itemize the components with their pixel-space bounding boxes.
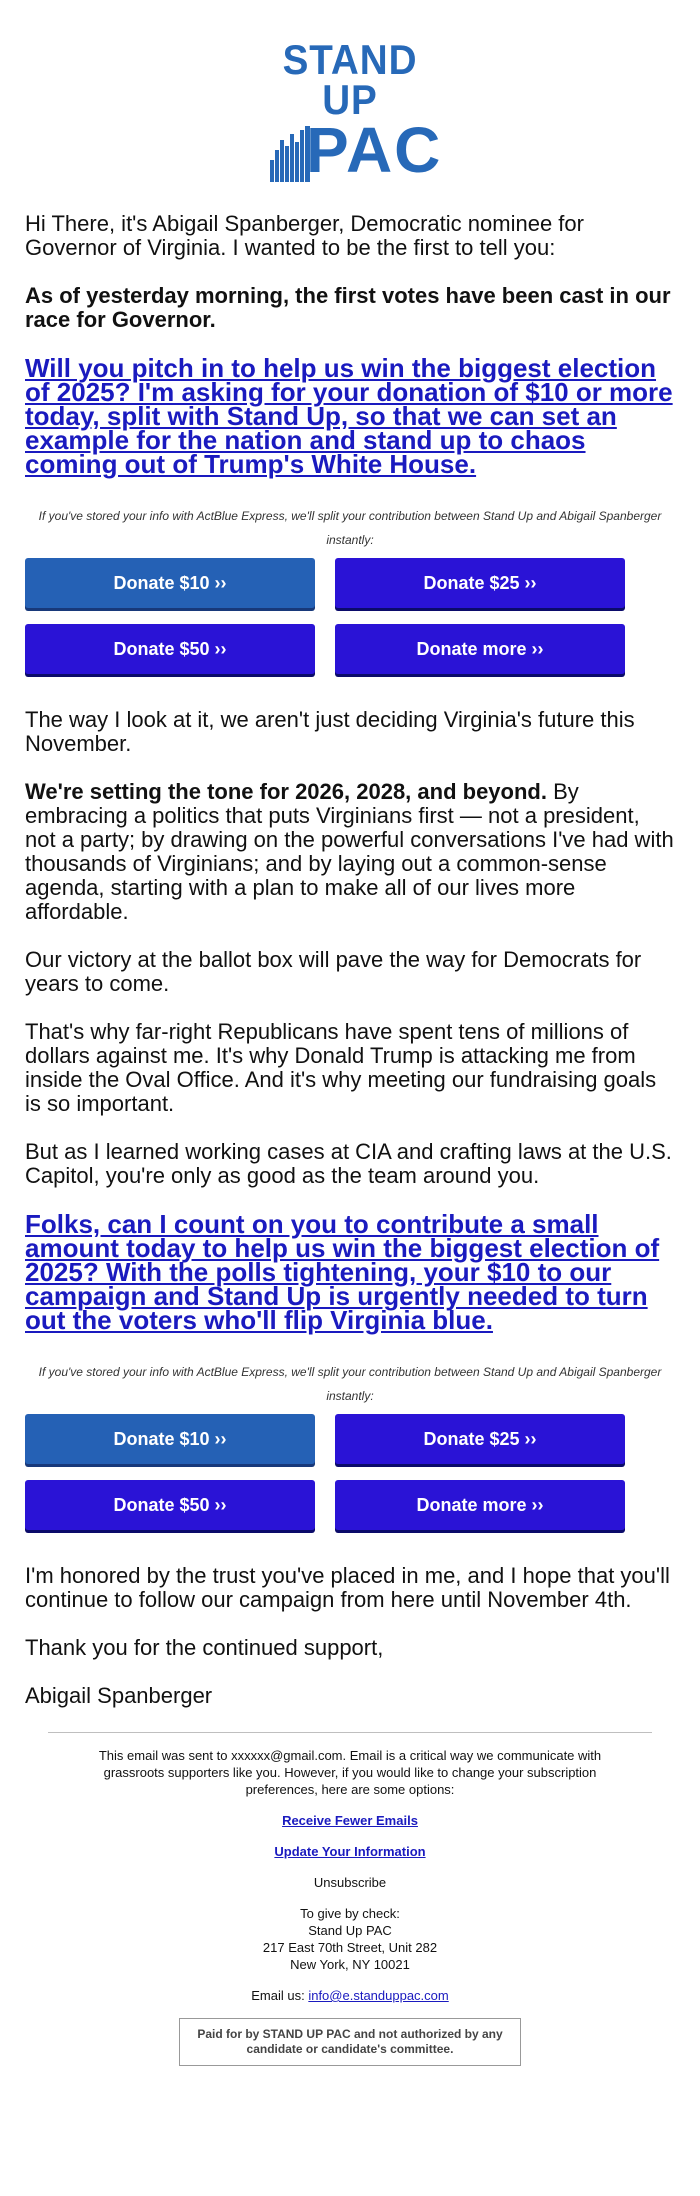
donate-ask-link-1[interactable]: Will you pitch in to help us win the biggest election of 2025? I'm asking for your donation of $10 or more today, split with Stand Up, so that we can set an example for the nation and stand up to chaos coming out of Trump's White House. (25, 353, 673, 479)
mailing-address (0, 1905, 700, 1973)
check-label: To give by check: (300, 1906, 400, 1921)
honored-paragraph: I'm honored by the trust you've placed in me, and I hope that you'll continue to follow our campaign from here until November 4th. (25, 1563, 670, 1612)
logo-line-pac (270, 114, 443, 186)
votes-cast-bold: As of yesterday morning, the first votes have been cast in our race for Governor. (25, 283, 671, 332)
actblue-split-note-2: If you've stored your info with ActBlue Express, we'll split your contribution between Stand Up and Abigail Spanberger instantly: (38, 1365, 662, 1403)
signature: Abigail Spanberger (25, 1683, 213, 1708)
check-name: Stand Up PAC (308, 1923, 392, 1938)
unsubscribe-link[interactable]: Unsubscribe (313, 1875, 387, 1890)
thanks-paragraph: Thank you for the continued support, (25, 1635, 384, 1660)
donate-10-button[interactable]: Donate $10 ›› (25, 1414, 315, 1464)
stand-up-pac-logo (270, 36, 443, 186)
setting-tone-text: By embracing a politics that puts Virginians first — not a president, not a party; by drawing on the powerful conversations I've had with thousands of Virginians; and by laying out a common-sense agenda, starting with a plan to make all of our lives more affordable. (25, 779, 674, 924)
logo-text-stand-up: STAND UP (282, 36, 418, 123)
email-us-label: Email us: (251, 1988, 309, 2003)
email-page (0, 36, 700, 2066)
setting-tone-paragraph (25, 780, 675, 924)
contact-email-line (0, 1987, 700, 2004)
donate-10-button[interactable]: Donate $10 ›› (25, 558, 315, 608)
donate-more-button[interactable]: Donate more ›› (335, 624, 625, 674)
receive-fewer-emails-link[interactable]: Receive Fewer Emails (282, 1813, 418, 1828)
paid-for-disclaimer: Paid for by STAND UP PAC and not authorized by any candidate or candidate's committee. (179, 2018, 521, 2066)
donate-buttons-2 (25, 1414, 675, 1530)
donate-50-button[interactable]: Donate $50 ›› (25, 624, 315, 674)
victory-paragraph: Our victory at the ballot box will pave the way for Democrats for years to come. (25, 947, 642, 996)
email-footer (0, 1747, 700, 2066)
contact-email-link[interactable]: info@e.standuppac.com (308, 1988, 449, 2003)
actblue-split-note-1: If you've stored your info with ActBlue Express, we'll split your contribution between Stand Up and Abigail Spanberger instantly: (38, 509, 662, 547)
republicans-paragraph: That's why far-right Republicans have spent tens of millions of dollars against me. It's why Donald Trump is attacking me from inside the Oval Office. And it's why meeting our fundraising goals is so important. (25, 1019, 657, 1116)
check-city: New York, NY 10021 (290, 1957, 410, 1972)
sent-to-notice: This email was sent to xxxxxx@gmail.com. Email is a critical way we communicate with grassroots supporters like you. However, if you would like to change your subscription preferences, here are some options: (98, 1748, 602, 1797)
setting-tone-bold: We're setting the tone for 2026, 2028, and beyond. (25, 779, 547, 804)
virginia-future-paragraph: The way I look at it, we aren't just deciding Virginia's future this November. (25, 707, 635, 756)
donate-more-button[interactable]: Donate more ›› (335, 1480, 625, 1530)
footer-divider (48, 1732, 652, 1733)
logo-text-pac: PAC (306, 114, 443, 186)
donate-buttons-1 (25, 558, 675, 674)
cia-paragraph: But as I learned working cases at CIA and crafting laws at the U.S. Capitol, you're only as good as the team around you. (25, 1139, 672, 1188)
donate-ask-link-2[interactable]: Folks, can I count on you to contribute a small amount today to help us win the biggest election of 2025? With the polls tightening, your $10 to our campaign and Stand Up is urgently needed to turn out the voters who'll flip Virginia blue. (25, 1209, 660, 1335)
logo-skyline-icon (270, 126, 310, 182)
donate-25-button[interactable]: Donate $25 ›› (335, 558, 625, 608)
donate-25-button[interactable]: Donate $25 ›› (335, 1414, 625, 1464)
intro-paragraph: Hi There, it's Abigail Spanberger, Democratic nominee for Governor of Virginia. I wanted to be the first to tell you: (25, 211, 584, 260)
update-information-link[interactable]: Update Your Information (274, 1844, 426, 1859)
check-street: 217 East 70th Street, Unit 282 (262, 1940, 438, 1955)
donate-50-button[interactable]: Donate $50 ›› (25, 1480, 315, 1530)
